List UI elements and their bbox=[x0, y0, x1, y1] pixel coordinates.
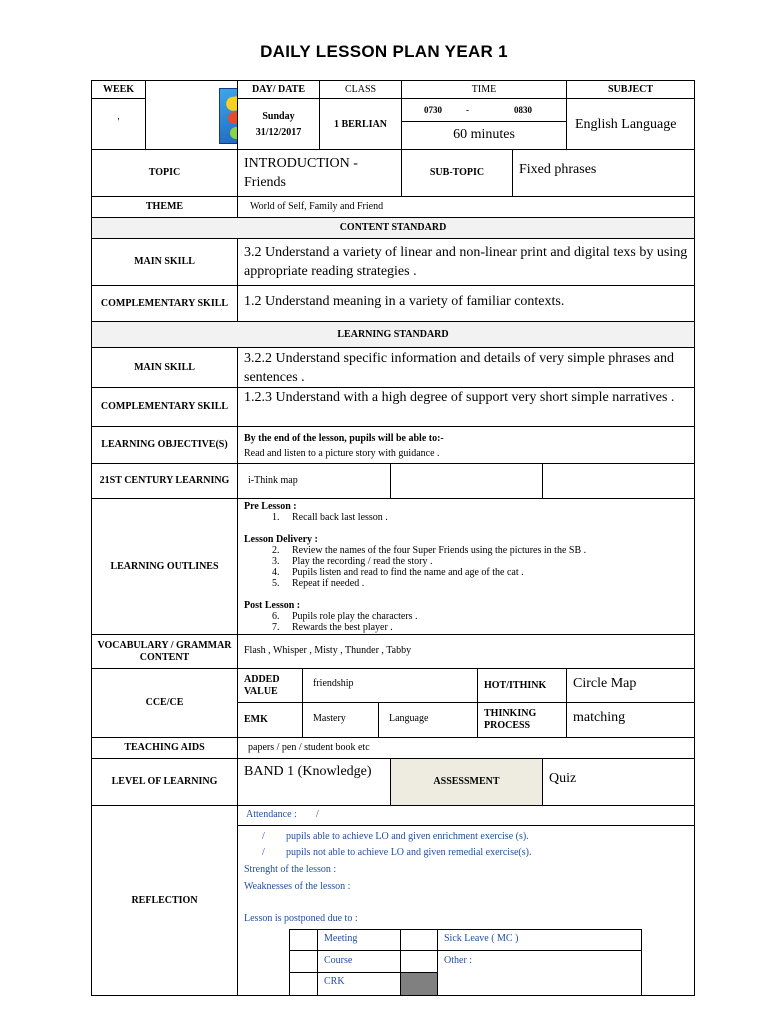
class-value: 1 BERLIAN bbox=[319, 98, 402, 150]
outline-item bbox=[244, 512, 688, 523]
added-value: friendship bbox=[302, 668, 478, 703]
outline-item-text: Play the recording / read the story . bbox=[292, 556, 433, 567]
content-standard-heading: CONTENT STANDARD bbox=[91, 217, 695, 239]
objective-label: LEARNING OBJECTIVE(S) bbox=[91, 426, 238, 464]
century-empty-2 bbox=[542, 463, 695, 499]
duration: 60 minutes bbox=[401, 121, 567, 150]
outline-item-text: Pupils role play the characters . bbox=[292, 611, 418, 622]
outline-item-text: Recall back last lesson . bbox=[292, 512, 388, 523]
crk-shaded-cell bbox=[400, 972, 438, 996]
page-title: DAILY LESSON PLAN YEAR 1 bbox=[260, 42, 508, 61]
pre-lesson-heading: Pre Lesson : bbox=[244, 501, 297, 512]
subject-value: English Language bbox=[566, 98, 695, 150]
ls-main-skill-label: MAIN SKILL bbox=[91, 347, 238, 388]
vocab-value: Flash , Whisper , Misty , Thunder , Tabby bbox=[237, 634, 695, 669]
logo-cell bbox=[145, 80, 238, 150]
attendance-slash: / bbox=[316, 809, 319, 820]
cce-label: CCE/CE bbox=[91, 668, 238, 738]
theme-value: World of Self, Family and Friend bbox=[237, 196, 695, 218]
super-minds-logo-icon bbox=[219, 88, 238, 144]
post-lesson-heading: Post Lesson : bbox=[244, 600, 301, 611]
class-label: CLASS bbox=[319, 80, 402, 99]
crk-checkbox[interactable] bbox=[289, 972, 318, 996]
outline-item bbox=[244, 545, 688, 556]
not-achieve-slash: / bbox=[262, 847, 265, 858]
ls-comp-skill-value: 1.2.3 Understand with a high degree of support very short simple narratives . bbox=[237, 387, 695, 427]
theme-label: THEME bbox=[91, 196, 238, 218]
achieve-text: pupils able to achieve LO and given enrichment exercise (s). bbox=[286, 831, 529, 842]
emk-language: Language bbox=[378, 702, 478, 738]
attendance-row bbox=[237, 805, 695, 826]
outline-item-number: 3. bbox=[272, 556, 280, 567]
assessment-value: Quiz bbox=[542, 758, 695, 806]
century-value: i-Think map bbox=[237, 463, 391, 499]
vocab-label: VOCABULARY / GRAMMAR CONTENT bbox=[91, 634, 238, 669]
outline-item-number: 2. bbox=[272, 545, 280, 556]
learning-standard-heading: LEARNING STANDARD bbox=[91, 321, 695, 348]
meeting-checkbox[interactable] bbox=[289, 929, 318, 951]
outline-item bbox=[244, 578, 688, 589]
teaching-aids-label: TEACHING AIDS bbox=[91, 737, 238, 759]
date-value: 31/12/2017 bbox=[255, 127, 302, 138]
attendance-label: Attendance : bbox=[246, 809, 297, 820]
cs-comp-skill-label: COMPLEMENTARY SKILL bbox=[91, 285, 238, 322]
post-lesson-list bbox=[244, 611, 688, 633]
objective-intro: By the end of the lesson, pupils will be able to:- bbox=[244, 433, 444, 444]
week-value: ' bbox=[91, 98, 146, 150]
outline-item-text: Rewards the best player . bbox=[292, 622, 393, 633]
hot-value: Circle Map bbox=[566, 668, 695, 703]
course-option: Course bbox=[317, 950, 401, 973]
day-date-label: DAY/ DATE bbox=[237, 80, 320, 99]
thinking-process-value: matching bbox=[566, 702, 695, 738]
outline-item bbox=[244, 611, 688, 622]
other-checkbox[interactable] bbox=[400, 950, 438, 973]
ls-main-skill-value: 3.2.2 Understand specific information and details of very simple phrases and sentences . bbox=[237, 347, 695, 388]
not-achieve-text: pupils not able to achieve LO and given remedial exercise(s). bbox=[286, 847, 532, 858]
added-value-label: ADDED VALUE bbox=[237, 668, 303, 703]
ls-comp-skill-label: COMPLEMENTARY SKILL bbox=[91, 387, 238, 427]
time-dash: - bbox=[466, 105, 469, 115]
time-end: 0830 bbox=[514, 105, 532, 115]
delivery-heading: Lesson Delivery : bbox=[244, 534, 318, 545]
century-label: 21ST CENTURY LEARNING bbox=[91, 463, 238, 499]
topic-value: INTRODUCTION - Friends bbox=[237, 149, 402, 197]
sick-leave-option: Sick Leave ( MC ) bbox=[437, 929, 642, 951]
outline-item bbox=[244, 567, 688, 578]
cs-main-skill-label: MAIN SKILL bbox=[91, 238, 238, 286]
outline-item bbox=[244, 556, 688, 567]
outlines-label: LEARNING OUTLINES bbox=[91, 498, 238, 635]
delivery-list bbox=[244, 545, 688, 589]
objective-text: Read and listen to a picture story with guidance . bbox=[244, 448, 440, 459]
emk-mastery: Mastery bbox=[302, 702, 379, 738]
subject-label: SUBJECT bbox=[566, 80, 695, 99]
outline-item-number: 7. bbox=[272, 622, 280, 633]
outline-item-text: Review the names of the four Super Friends using the pictures in the SB . bbox=[292, 545, 587, 556]
cs-comp-skill-value: 1.2 Understand meaning in a variety of familiar contexts. bbox=[237, 285, 695, 322]
outlines-content bbox=[237, 498, 695, 635]
weakness-label: Weaknesses of the lesson : bbox=[244, 881, 351, 892]
sick-leave-checkbox[interactable] bbox=[400, 929, 438, 951]
other-option: Other : bbox=[437, 950, 642, 996]
outline-item-text: Pupils listen and read to find the name and age of the cat . bbox=[292, 567, 524, 578]
hot-label: HOT/ITHINK bbox=[477, 668, 567, 703]
postponed-label: Lesson is postponed due to : bbox=[244, 913, 358, 924]
outline-item-number: 5. bbox=[272, 578, 280, 589]
time-range bbox=[401, 98, 567, 122]
cs-main-skill-value: 3.2 Understand a variety of linear and non-linear print and digital texs by using appropriate reading strategies . bbox=[237, 238, 695, 286]
sub-topic-label: SUB-TOPIC bbox=[401, 149, 513, 197]
level-label: LEVEL OF LEARNING bbox=[91, 758, 238, 806]
day-date-value bbox=[237, 98, 320, 150]
teaching-aids-value: papers / pen / student book etc bbox=[237, 737, 695, 759]
week-label: WEEK bbox=[91, 80, 146, 99]
outline-item bbox=[244, 622, 688, 633]
outline-item-text: Repeat if needed . bbox=[292, 578, 365, 589]
assessment-label: ASSESSMENT bbox=[390, 758, 543, 806]
outline-item-number: 6. bbox=[272, 611, 280, 622]
reflection-label: REFLECTION bbox=[91, 805, 238, 996]
course-checkbox[interactable] bbox=[289, 950, 318, 973]
thinking-process-label: THINKING PROCESS bbox=[477, 702, 567, 738]
strength-label: Strenght of the lesson : bbox=[244, 864, 337, 875]
objective-value bbox=[237, 426, 695, 464]
day-value: Sunday bbox=[262, 111, 295, 122]
outline-item-number: 4. bbox=[272, 567, 280, 578]
meeting-option: Meeting bbox=[317, 929, 401, 951]
crk-option: CRK bbox=[317, 972, 401, 996]
sub-topic-value: Fixed phrases bbox=[512, 149, 695, 197]
time-label: TIME bbox=[401, 80, 567, 99]
emk-label: EMK bbox=[237, 702, 303, 738]
achieve-slash: / bbox=[262, 831, 265, 842]
level-value: BAND 1 (Knowledge) bbox=[237, 758, 391, 806]
outline-item-number: 1. bbox=[272, 512, 280, 523]
topic-label: TOPIC bbox=[91, 149, 238, 197]
century-empty-1 bbox=[390, 463, 543, 499]
time-start: 0730 bbox=[424, 105, 442, 115]
pre-lesson-list bbox=[244, 512, 688, 523]
